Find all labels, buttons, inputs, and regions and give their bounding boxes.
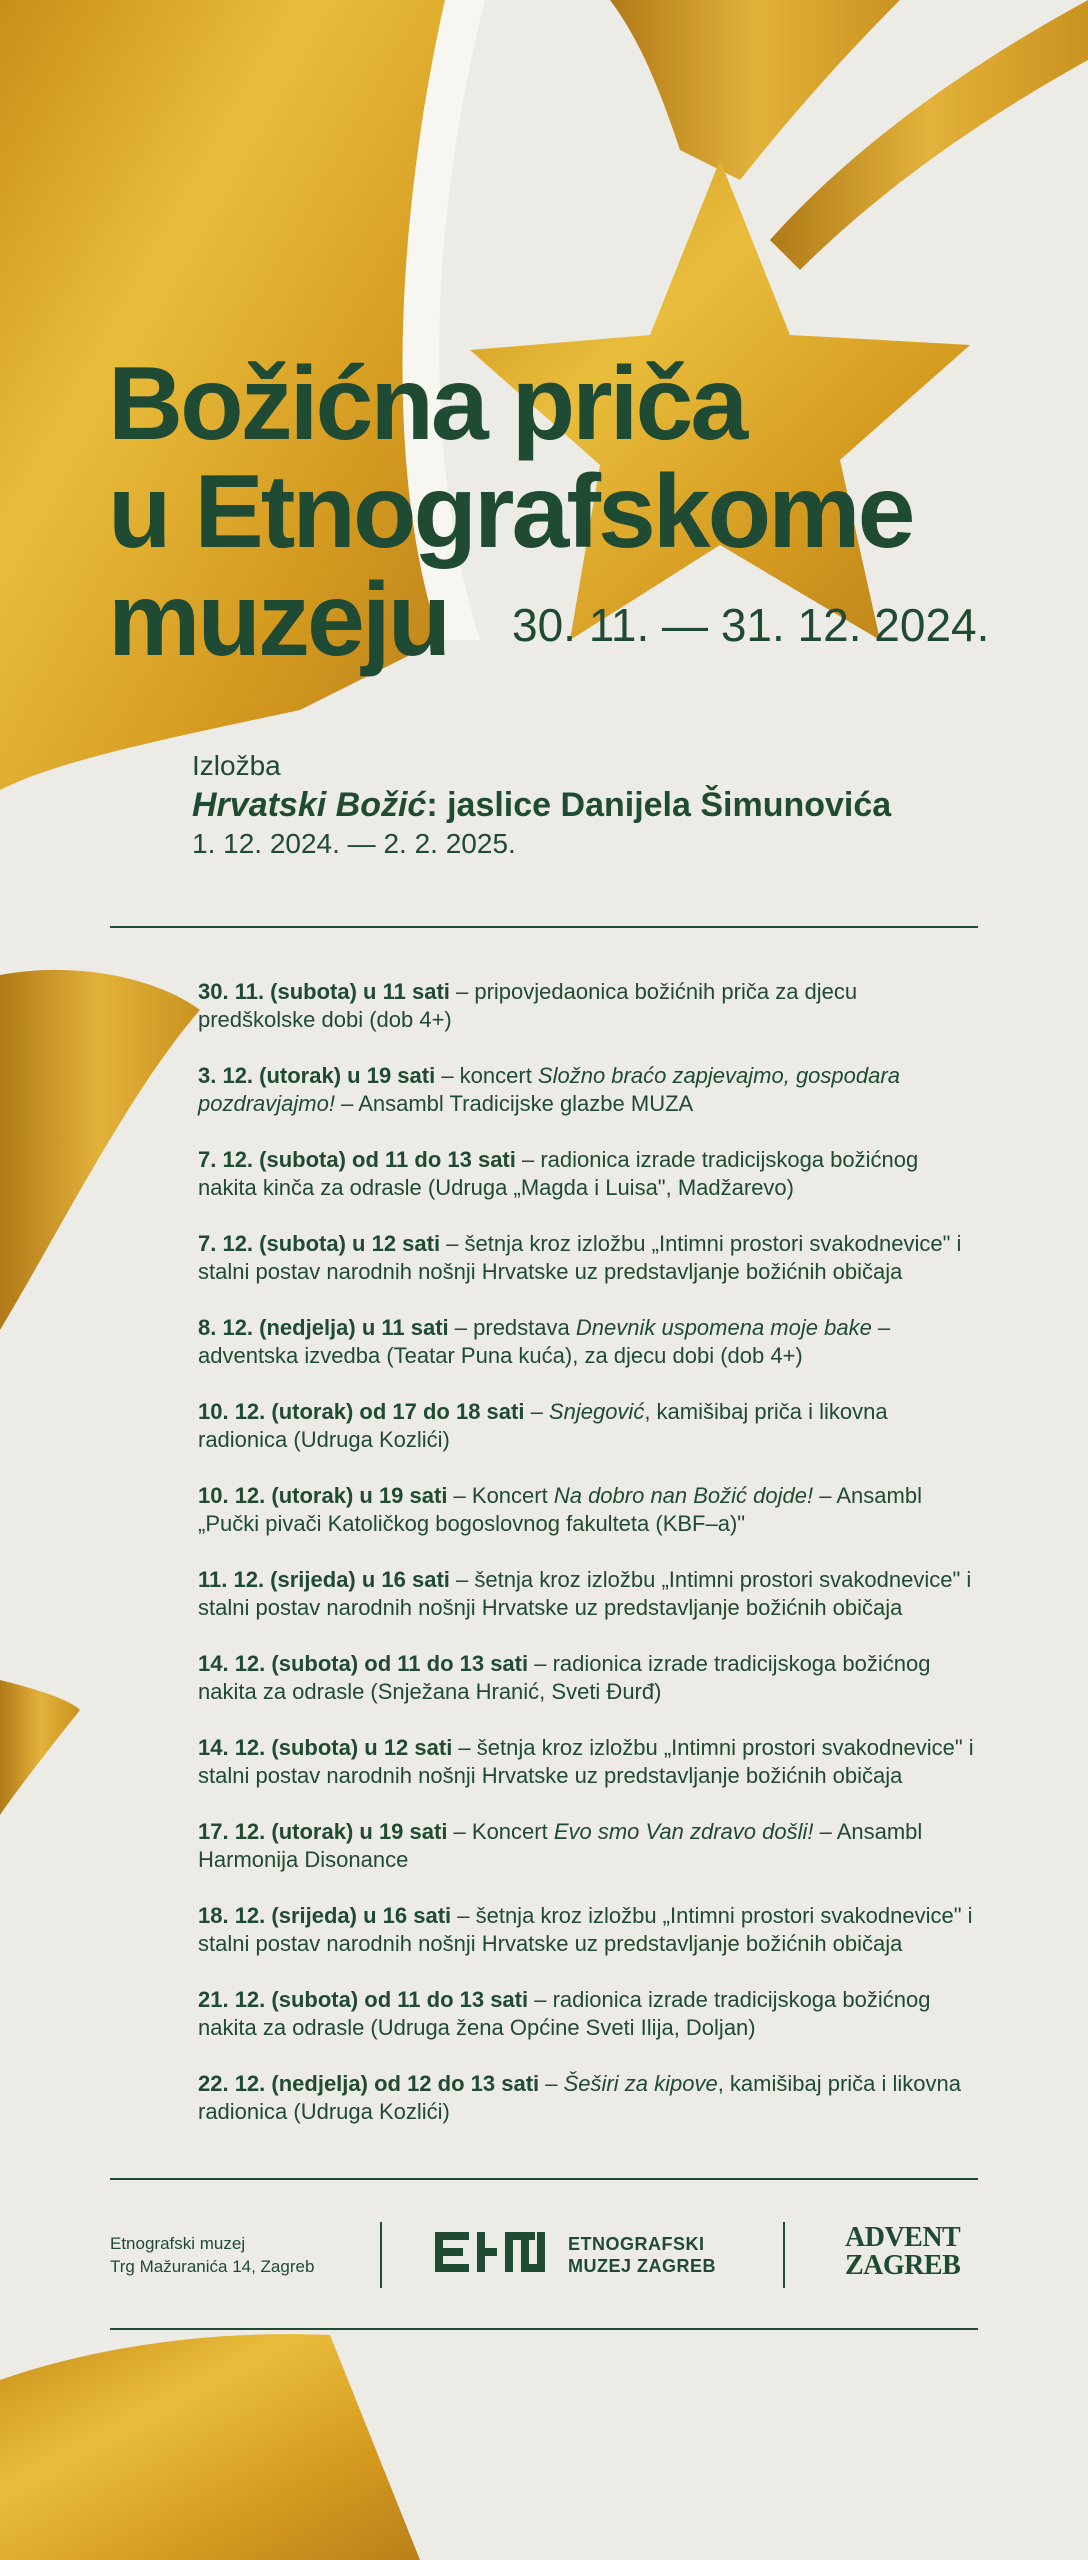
event-date: 10. 12. (utorak) u 19 sati [198,1483,448,1508]
event-date: 21. 12. (subota) od 11 do 13 sati [198,1987,529,2012]
advent-line: ADVENT [845,2222,961,2253]
event-text: – predstava [448,1315,576,1340]
event-item [198,1482,978,1538]
event-text: – koncert [435,1063,538,1088]
event-date: 7. 12. (subota) u 12 sati [198,1231,441,1256]
divider-top [110,926,978,928]
event-text: – radionica izrade tradicijskoga božićnog nakita za odrasle (Udruga žena Općine Sveti Ilija, Doljan) [198,1987,931,2040]
event-date: 18. 12. (srijeda) u 16 sati [198,1903,452,1928]
event-list [198,978,978,2154]
em-logo-icon [435,2232,555,2272]
event-date: 7. 12. (subota) od 11 do 13 sati [198,1147,516,1172]
event-text: – šetnja kroz izložbu „Intimni prostori svakodnevice" i stalni postav narodnih nošnji Hrvatske uz predstavljanje božićnih običaja [198,1735,974,1788]
event-title-italic: Šeširi za kipove [563,2071,718,2096]
event-title-italic: Na dobro nan Božić dojde! [553,1483,814,1508]
event-text: – radionica izrade tradicijskoga božićnog nakita kinča za odrasle (Udruga „Magda i Luisa", Madžarevo) [198,1147,919,1200]
event-text: – Koncert [447,1819,554,1844]
event-text: – Ansambl Harmonija Disonance [198,1819,923,1872]
exhibition-title-rest: : jaslice Danijela Šimunovića [426,786,892,824]
logo-line: ETNOGRAFSKI [568,2234,705,2254]
advent-zagreb-logo [845,2224,960,2280]
exhibition-kicker: Izložba [192,750,281,781]
event-item [198,1986,978,2042]
footer-divider [783,2222,785,2288]
event-date: 11. 12. (srijeda) u 16 sati [198,1567,450,1592]
event-date: 17. 12. (utorak) u 19 sati [198,1819,448,1844]
event-item [198,1566,978,1622]
event-text: – [524,1399,549,1424]
event-item [198,978,978,1034]
event-text: , kamišibaj priča i likovna radionica (Udruga Kozlići) [198,2071,961,2124]
event-date: 14. 12. (subota) u 12 sati [198,1735,453,1760]
event-text: – Koncert [447,1483,554,1508]
event-item [198,1902,978,1958]
event-title-italic: Snjegović [548,1399,645,1424]
event-item [198,1818,978,1874]
event-item [198,1650,978,1706]
event-text: – pripovjedaonica božićnih priča za djecu predškolske dobi (dob 4+) [198,979,858,1032]
footer-divider [380,2222,382,2288]
event-item [198,2070,978,2126]
event-text: – šetnja kroz izložbu „Intimni prostori svakodnevice" i stalni postav narodnih nošnji Hrvatske uz predstavljanje božićnih običaja [198,1903,973,1956]
event-item [198,1734,978,1790]
event-date: 30. 11. (subota) u 11 sati [198,979,450,1004]
event-date: 10. 12. (utorak) od 17 do 18 sati [198,1399,525,1424]
exhibition-dates: 1. 12. 2024. — 2. 2. 2025. [192,828,516,859]
title-line: Božićna priča [108,346,746,462]
event-date: 3. 12. (utorak) u 19 sati [198,1063,436,1088]
event-text: – adventska izvedba (Teatar Puna kuća), za djecu dobi (dob 4+) [198,1315,891,1368]
logo-line: MUZEJ ZAGREB [568,2256,717,2276]
event-date: 8. 12. (nedjelja) u 11 sati [198,1315,449,1340]
event-title-italic: Evo smo Van zdravo došli! [553,1819,814,1844]
event-item [198,1314,978,1370]
event-item [198,1062,978,1118]
divider-footer-bottom [110,2328,978,2330]
exhibition-title [192,784,891,826]
museum-logo-text [568,2233,716,2277]
exhibition-title-italic: Hrvatski Božić [192,786,427,824]
event-date: 22. 12. (nedjelja) od 12 do 13 sati [198,2071,540,2096]
title-line: u Etnografskome [108,454,913,570]
event-item [198,1230,978,1286]
address-line: Etnografski muzej [110,2234,246,2253]
event-text: – Ansambl „Pučki pivači Katoličkog bogoslovnog fakulteta (KBF–a)" [198,1483,922,1536]
event-title-italic: Složno braćo zapjevajmo, gospodara pozdravjajmo! [198,1063,900,1116]
event-title-italic: Dnevnik uspomena moje bake [575,1315,872,1340]
event-date: 14. 12. (subota) od 11 do 13 sati [198,1651,529,1676]
title-line: muzeju [108,562,449,678]
event-text: – [539,2071,564,2096]
museum-address [110,2232,314,2278]
event-text: – radionica izrade tradicijskoga božićnog nakita za odrasle (Snježana Hranić, Sveti Đurđ) [198,1651,931,1704]
exhibition-block [192,748,891,862]
event-item [198,1398,978,1454]
festival-dates: 30. 11. — 31. 12. 2024. [512,599,990,651]
event-text: – Ansambl Tradicijske glazbe MUZA [334,1091,694,1116]
divider-footer-top [110,2178,978,2180]
event-text: – šetnja kroz izložbu „Intimni prostori svakodnevice" i stalni postav narodnih nošnji Hrvatske uz predstavljanje božićnih običaja [198,1231,962,1284]
event-item [198,1146,978,1202]
address-line: Trg Mažuranića 14, Zagreb [110,2257,315,2276]
event-text: – šetnja kroz izložbu „Intimni prostori svakodnevice" i stalni postav narodnih nošnji Hrvatske uz predstavljanje božićnih običaja [198,1567,972,1620]
event-text: , kamišibaj priča i likovna radionica (Udruga Kozlići) [198,1399,888,1452]
advent-line: ZAGREB [845,2250,961,2281]
